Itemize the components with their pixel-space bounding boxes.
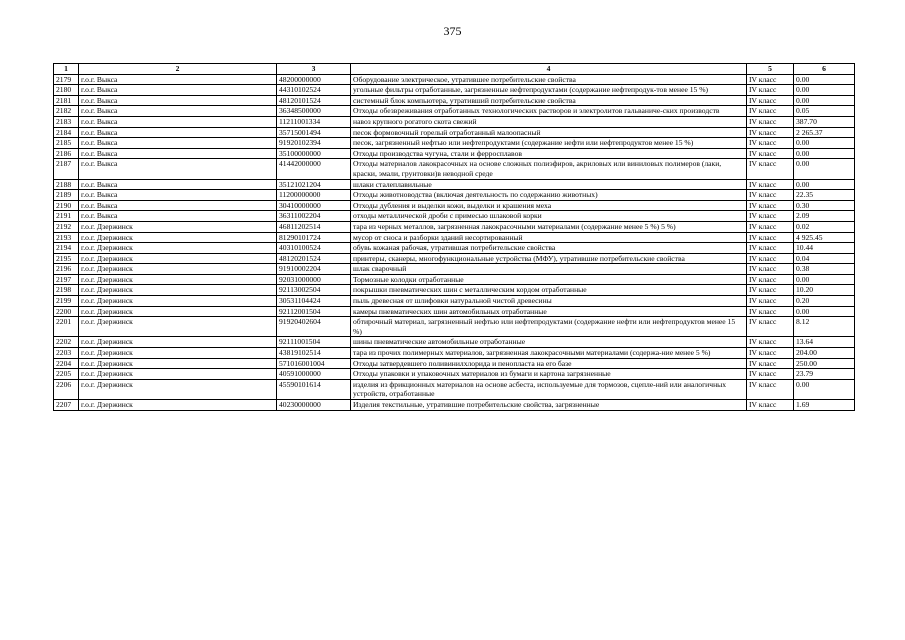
table-row: [54, 190, 855, 201]
column-header-3: 3: [277, 64, 351, 75]
hazard-class-cell: IV класс: [747, 190, 794, 201]
amount-cell: 4 925.45: [794, 232, 855, 243]
hazard-class-cell: IV класс: [747, 95, 794, 106]
amount-cell: 0.05: [794, 106, 855, 117]
row-number-cell: 2189: [54, 190, 79, 201]
municipality-cell: г.о.г. Дзержинск: [79, 348, 277, 359]
waste-name-cell: Оборудование электрическое, утратившее потребительские свойства: [351, 74, 747, 85]
hazard-class-cell: IV класс: [747, 264, 794, 275]
row-number-cell: 2204: [54, 358, 79, 369]
waste-name-cell: принтеры, сканеры, многофункциональные устройства (МФУ), утратившие потребительские свойства: [351, 253, 747, 264]
hazard-class-cell: IV класс: [747, 337, 794, 348]
column-header-1: 1: [54, 64, 79, 75]
table-row: [54, 200, 855, 211]
waste-name-cell: обувь кожаная рабочая, утратившая потребительские свойства: [351, 243, 747, 254]
municipality-cell: г.о.г. Выкса: [79, 159, 277, 179]
waste-code-cell: 45590101614: [277, 379, 351, 399]
amount-cell: 0.38: [794, 264, 855, 275]
row-number-cell: 2191: [54, 211, 79, 222]
table-row: [54, 358, 855, 369]
column-header-2: 2: [79, 64, 277, 75]
row-number-cell: 2179: [54, 74, 79, 85]
row-number-cell: 2183: [54, 116, 79, 127]
table-row: [54, 221, 855, 232]
waste-code-cell: 41442000000: [277, 159, 351, 179]
waste-code-cell: 46811202514: [277, 221, 351, 232]
amount-cell: 0.00: [794, 306, 855, 317]
waste-name-cell: изделия из фрикционных материалов на основе асбеста, используемые для тормозов, сцепле-ний или аналогичных устройств, отработанные: [351, 379, 747, 399]
waste-code-cell: 43819102514: [277, 348, 351, 359]
table-row: [54, 274, 855, 285]
row-number-cell: 2199: [54, 296, 79, 307]
waste-code-cell: 91920102394: [277, 138, 351, 149]
municipality-cell: г.о.г. Дзержинск: [79, 400, 277, 411]
municipality-cell: г.о.г. Выкса: [79, 95, 277, 106]
municipality-cell: г.о.г. Выкса: [79, 116, 277, 127]
hazard-class-cell: IV класс: [747, 106, 794, 117]
hazard-class-cell: IV класс: [747, 159, 794, 179]
table-row: [54, 296, 855, 307]
hazard-class-cell: IV класс: [747, 306, 794, 317]
waste-code-cell: 36311002204: [277, 211, 351, 222]
hazard-class-cell: IV класс: [747, 379, 794, 399]
municipality-cell: г.о.г. Выкса: [79, 200, 277, 211]
amount-cell: 0.02: [794, 221, 855, 232]
waste-name-cell: тара из прочих полимерных материалов, загрязненная лакокрасочными материалами (содержа-ние менее 5 %): [351, 348, 747, 359]
row-number-cell: 2186: [54, 148, 79, 159]
municipality-cell: г.о.г. Выкса: [79, 179, 277, 190]
hazard-class-cell: IV класс: [747, 400, 794, 411]
row-number-cell: 2194: [54, 243, 79, 254]
amount-cell: 0.30: [794, 200, 855, 211]
header-row: [54, 64, 855, 75]
table-row: [54, 317, 855, 337]
amount-cell: 22.35: [794, 190, 855, 201]
table-row: [54, 379, 855, 399]
amount-cell: 0.00: [794, 274, 855, 285]
amount-cell: 0.00: [794, 379, 855, 399]
table-row: [54, 85, 855, 96]
municipality-cell: г.о.г. Дзержинск: [79, 337, 277, 348]
amount-cell: 10.20: [794, 285, 855, 296]
municipality-cell: г.о.г. Выкса: [79, 148, 277, 159]
waste-code-cell: 11200000000: [277, 190, 351, 201]
hazard-class-cell: IV класс: [747, 274, 794, 285]
row-number-cell: 2184: [54, 127, 79, 138]
row-number-cell: 2202: [54, 337, 79, 348]
amount-cell: 1.69: [794, 400, 855, 411]
hazard-class-cell: IV класс: [747, 317, 794, 337]
hazard-class-cell: IV класс: [747, 85, 794, 96]
waste-name-cell: навоз крупного рогатого скота свежий: [351, 116, 747, 127]
waste-name-cell: Отходы упаковки и упаковочных материалов из бумаги и картона загрязненные: [351, 369, 747, 380]
row-number-cell: 2192: [54, 221, 79, 232]
table-body: [54, 74, 855, 410]
waste-name-cell: камеры пневматических шин автомобильных отработанные: [351, 306, 747, 317]
amount-cell: 0.00: [794, 74, 855, 85]
column-header-5: 5: [747, 64, 794, 75]
municipality-cell: г.о.г. Дзержинск: [79, 296, 277, 307]
waste-code-cell: 571016001004: [277, 358, 351, 369]
waste-code-cell: 40230000000: [277, 400, 351, 411]
table-row: [54, 159, 855, 179]
amount-cell: 8.12: [794, 317, 855, 337]
row-number-cell: 2203: [54, 348, 79, 359]
waste-name-cell: обтирочный материал, загрязненный нефтью или нефтепродуктами (содержание нефти или нефтепродуктов менее 15 %): [351, 317, 747, 337]
amount-cell: 23.79: [794, 369, 855, 380]
waste-code-cell: 92112001504: [277, 306, 351, 317]
waste-code-cell: 91910002204: [277, 264, 351, 275]
table-row: [54, 232, 855, 243]
municipality-cell: г.о.г. Дзержинск: [79, 274, 277, 285]
municipality-cell: г.о.г. Выкса: [79, 127, 277, 138]
row-number-cell: 2182: [54, 106, 79, 117]
hazard-class-cell: IV класс: [747, 138, 794, 149]
hazard-class-cell: IV класс: [747, 200, 794, 211]
column-header-6: 6: [794, 64, 855, 75]
table-row: [54, 253, 855, 264]
municipality-cell: г.о.г. Дзержинск: [79, 317, 277, 337]
row-number-cell: 2196: [54, 264, 79, 275]
row-number-cell: 2198: [54, 285, 79, 296]
waste-code-cell: 40310100524: [277, 243, 351, 254]
waste-code-cell: 48120201524: [277, 253, 351, 264]
table-row: [54, 243, 855, 254]
table-row: [54, 127, 855, 138]
row-number-cell: 2187: [54, 159, 79, 179]
amount-cell: 204.00: [794, 348, 855, 359]
row-number-cell: 2207: [54, 400, 79, 411]
waste-code-cell: 44310102524: [277, 85, 351, 96]
waste-code-cell: 30531104424: [277, 296, 351, 307]
municipality-cell: г.о.г. Дзержинск: [79, 221, 277, 232]
amount-cell: 387.70: [794, 116, 855, 127]
hazard-class-cell: IV класс: [747, 253, 794, 264]
municipality-cell: г.о.г. Дзержинск: [79, 232, 277, 243]
table-row: [54, 138, 855, 149]
row-number-cell: 2205: [54, 369, 79, 380]
waste-name-cell: покрышки пневматических шин с металлическим кордом отработанные: [351, 285, 747, 296]
table-row: [54, 179, 855, 190]
waste-name-cell: тара из черных металлов, загрязненная лакокрасочными материалами (содержание менее 5 %) 5 %): [351, 221, 747, 232]
waste-code-cell: 48120101524: [277, 95, 351, 106]
municipality-cell: г.о.г. Выкса: [79, 106, 277, 117]
table-row: [54, 306, 855, 317]
waste-name-cell: Отходы производства чугуна, стали и ферросплавов: [351, 148, 747, 159]
hazard-class-cell: IV класс: [747, 211, 794, 222]
municipality-cell: г.о.г. Дзержинск: [79, 358, 277, 369]
hazard-class-cell: IV класс: [747, 285, 794, 296]
municipality-cell: г.о.г. Дзержинск: [79, 379, 277, 399]
waste-code-cell: 91920402604: [277, 317, 351, 337]
waste-code-cell: 92113002504: [277, 285, 351, 296]
amount-cell: 0.00: [794, 179, 855, 190]
waste-name-cell: Тормозные колодки отработанные: [351, 274, 747, 285]
hazard-class-cell: IV класс: [747, 148, 794, 159]
row-number-cell: 2193: [54, 232, 79, 243]
table-row: [54, 348, 855, 359]
page-number: 375: [443, 24, 462, 38]
waste-code-cell: 35100000000: [277, 148, 351, 159]
waste-name-cell: угольные фильтры отработанные, загрязненные нефтепродуктами (содержание нефтепродук-тов менее 15 %): [351, 85, 747, 96]
waste-name-cell: шины пневматические автомобильные отработанные: [351, 337, 747, 348]
municipality-cell: г.о.г. Выкса: [79, 211, 277, 222]
amount-cell: 2.09: [794, 211, 855, 222]
row-number-cell: 2195: [54, 253, 79, 264]
waste-code-cell: 35121021204: [277, 179, 351, 190]
column-header-4: 4: [351, 64, 747, 75]
table-row: [54, 264, 855, 275]
table-row: [54, 106, 855, 117]
row-number-cell: 2185: [54, 138, 79, 149]
row-number-cell: 2190: [54, 200, 79, 211]
row-number-cell: 2181: [54, 95, 79, 106]
table-header: [54, 64, 855, 75]
amount-cell: 2 265.37: [794, 127, 855, 138]
waste-name-cell: пыль древесная от шлифовки натуральной чистой древесины: [351, 296, 747, 307]
amount-cell: 0.00: [794, 85, 855, 96]
row-number-cell: 2201: [54, 317, 79, 337]
waste-name-cell: шлаки сталеплавильные: [351, 179, 747, 190]
waste-name-cell: Отходы дубления и выделки кожи, выделки и крашения меха: [351, 200, 747, 211]
row-number-cell: 2197: [54, 274, 79, 285]
municipality-cell: г.о.г. Выкса: [79, 190, 277, 201]
table-row: [54, 74, 855, 85]
hazard-class-cell: IV класс: [747, 243, 794, 254]
table-row: [54, 95, 855, 106]
hazard-class-cell: IV класс: [747, 74, 794, 85]
row-number-cell: 2206: [54, 379, 79, 399]
municipality-cell: г.о.г. Дзержинск: [79, 264, 277, 275]
row-number-cell: 2180: [54, 85, 79, 96]
row-number-cell: 2188: [54, 179, 79, 190]
municipality-cell: г.о.г. Выкса: [79, 85, 277, 96]
waste-code-cell: 30410000000: [277, 200, 351, 211]
waste-code-cell: 40591000000: [277, 369, 351, 380]
table-row: [54, 148, 855, 159]
waste-name-cell: мусор от сноса и разборки зданий несортированный: [351, 232, 747, 243]
amount-cell: 0.00: [794, 159, 855, 179]
amount-cell: 0.04: [794, 253, 855, 264]
waste-code-cell: 81290101724: [277, 232, 351, 243]
waste-code-cell: 35715001494: [277, 127, 351, 138]
waste-name-cell: песок формовочный горелый отработанный малоопасный: [351, 127, 747, 138]
waste-code-cell: 92031000000: [277, 274, 351, 285]
table-row: [54, 400, 855, 411]
row-number-cell: 2200: [54, 306, 79, 317]
amount-cell: 10.44: [794, 243, 855, 254]
amount-cell: 0.00: [794, 138, 855, 149]
hazard-class-cell: IV класс: [747, 127, 794, 138]
municipality-cell: г.о.г. Дзержинск: [79, 369, 277, 380]
hazard-class-cell: IV класс: [747, 179, 794, 190]
table-row: [54, 116, 855, 127]
municipality-cell: г.о.г. Выкса: [79, 74, 277, 85]
municipality-cell: г.о.г. Выкса: [79, 138, 277, 149]
waste-name-cell: Отходы животноводства (включая деятельность по содержанию животных): [351, 190, 747, 201]
hazard-class-cell: IV класс: [747, 296, 794, 307]
waste-code-cell: 11211001334: [277, 116, 351, 127]
amount-cell: 13.64: [794, 337, 855, 348]
hazard-class-cell: IV класс: [747, 232, 794, 243]
waste-name-cell: песок, загрязненный нефтью или нефтепродуктами (содержание нефти или нефтепродуктов менее 15 %): [351, 138, 747, 149]
amount-cell: 0.00: [794, 148, 855, 159]
waste-name-cell: Отходы обезвреживания отработанных технологических растворов и электролитов гальваниче-ских производств: [351, 106, 747, 117]
waste-name-cell: отходы металлической дроби с примесью шлаковой корки: [351, 211, 747, 222]
waste-name-cell: шлак сварочный: [351, 264, 747, 275]
table-row: [54, 369, 855, 380]
municipality-cell: г.о.г. Дзержинск: [79, 243, 277, 254]
waste-name-cell: Отходы материалов лакокрасочных на основе сложных полиэфиров, акриловых или виниловых полимеров (лаки, краски, эмали, грунтовки)в неводной среде: [351, 159, 747, 179]
waste-code-cell: 48200000000: [277, 74, 351, 85]
waste-name-cell: Отходы затвердевшего поливинилхлорида и пенопласта на его базе: [351, 358, 747, 369]
municipality-cell: г.о.г. Дзержинск: [79, 285, 277, 296]
municipality-cell: г.о.г. Дзержинск: [79, 253, 277, 264]
hazard-class-cell: IV класс: [747, 221, 794, 232]
waste-code-cell: 36348500000: [277, 106, 351, 117]
waste-name-cell: Изделия текстильные, утратившие потребительские свойства, загрязненные: [351, 400, 747, 411]
amount-cell: 250.00: [794, 358, 855, 369]
table-row: [54, 285, 855, 296]
amount-cell: 0.20: [794, 296, 855, 307]
hazard-class-cell: IV класс: [747, 348, 794, 359]
hazard-class-cell: IV класс: [747, 116, 794, 127]
waste-code-cell: 92111001504: [277, 337, 351, 348]
municipality-cell: г.о.г. Дзержинск: [79, 306, 277, 317]
table-row: [54, 337, 855, 348]
hazard-class-cell: IV класс: [747, 358, 794, 369]
waste-registry-table: [53, 63, 855, 411]
waste-name-cell: системный блок компьютера, утративший потребительские свойства: [351, 95, 747, 106]
amount-cell: 0.00: [794, 95, 855, 106]
table-row: [54, 211, 855, 222]
hazard-class-cell: IV класс: [747, 369, 794, 380]
